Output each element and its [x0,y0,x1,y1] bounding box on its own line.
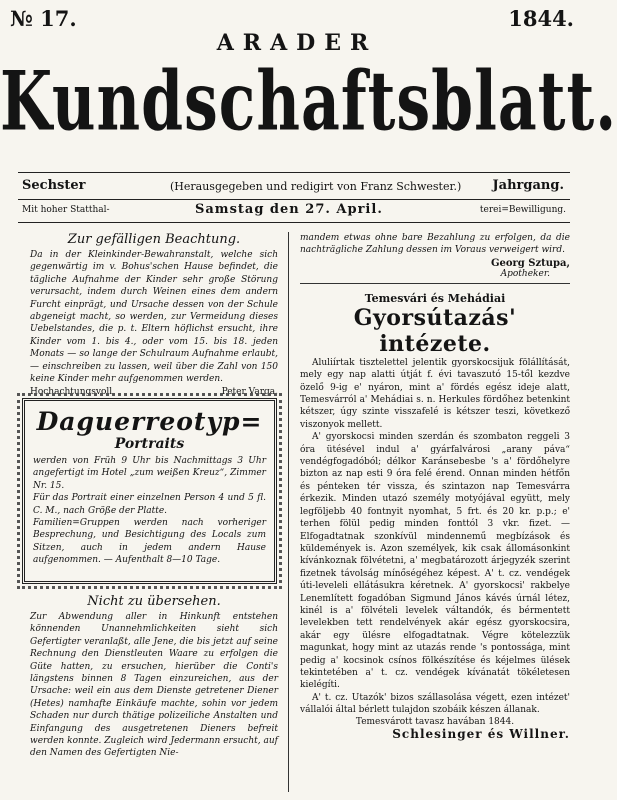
sztupa-title: Apotheker. [500,268,550,279]
notice-heading: Zur gefälligen Beachtung. [67,232,241,247]
ad-title: Daguerreotyp= [36,407,263,436]
notice-signature-row [30,387,278,397]
notice-body: Zur Abwendung aller in Hinkunft entstehen könnenden Unannehmlichkeiten sieht sich Gefertigter veranlaßt, alle Jene, die bis jetzt auf seine Rechnung den Dienstleuten Waare zu erfolgen die Güte hatten, zu ersuchen, hierüber die Conti's längstens binnen 8 Tagen einzureichen, aus der Ursache: weil ein aus dem Dienste getretener Diener (Hetes) namhafte Einkäufe machte, sohin vor jedem Schaden nur durch thätige polizeiliche Anstalten und Einfangung des ausgetretenen Dieners befreit werden konnte. Zugleich wird Jedermann ersucht, auf den Namen des Gefertigten Nie- [30,612,278,759]
firm-signature: Schlesinger és Willner. [392,726,570,741]
divider [300,283,570,284]
permit-left: Mit hoher Statthal- [22,205,110,215]
issue-year: 1844. [508,6,574,31]
notice-heading: Nicht zu übersehen. [87,594,221,609]
coach-subheading: Temesvári és Mehádiai [364,291,506,305]
ad-subtitle: Portraits [114,436,185,452]
header-rule-mid [18,199,570,200]
coach-paragraph-3: A' t. cz. Utazók' bizos szállasolása végett, ezen intézet' vállalói által bérlett tulajdon szobáik készen állanak. [300,692,570,716]
issue-date: Samstag den 27. April. [195,202,383,217]
daguerreotype-ad [22,398,277,584]
header-rule-top [18,172,570,173]
notice-body: Da in der Kleinkinder-Bewahranstalt, welche sich gegenwärtig im v. Bohus'schen Hause befindet, die tägliche Aufnahme der Kinder sehr große Störung verursacht, indem durch Weinen eines dem andern Furcht einprägt, und Ursache dessen von der Schule abgeneigt macht, so werden, zur Vermeidung dieses Uebelstandes, die p. t. Eltern höflichst ersucht, ihre Kinder vom 1. bis 4., oder vom 15. bis 18. jeden Monats — so lange der Schulraum Aufnahme erlaubt, — einschreiben zu lassen, weil über die Zahl von 150 keine Kinder mehr aufgenommen werden. [30,250,278,385]
right-column [300,232,570,792]
masthead-town: ARADER [216,30,378,56]
notice-servant [30,594,278,794]
coach-paragraph-1: Aluliírtak tisztelettel jelentik gyorskocsijuk fölállítását, mely egy nap alatti útját f. évi tavaszutó 15-től kezdve özelő 9-ig e' nyáron, mint a' fördés egész ideje alatt, Temesvárról a' Mehádiai s. n. Herkules fördőhez betenkint kétszer, úgy szinte visszafelé is kétszer teszi, következő viszonyok mellett. [300,357,570,430]
sztupa-name: Georg Sztupa, [490,257,570,269]
coach-heading: Gyorsútazás' intézete. [353,304,517,357]
volume-word: Sechster [22,178,86,193]
coach-paragraph-2: A' gyorskocsi minden szerdán és szombaton reggeli 3 óra ütésével indul a' gyárfalvárosi „arany páva“ vendégfogadóból; délkor Karánsebesbe 's a' fördőhelyre bizton az nap esti 9 óra felé érend. Onnan minden hétfőn és pénteken tér vissza, és szintazon nap Temesvárra érkezik. Minden utazó személy motyójával együtt, mely legföljebb 40 fontnyit nyomhat, 5 frt. és 20 kr. p.p.; e' terhen fölül pedig minden fonttól 3 vkr. fizet. — Elfogadtatnak szonkívül mindennemű megbízások és küldemények is. Azon személyek, kik csak állomásonkint kívánkoznak fölvétetni, a' megbatározott árjegyzék szerint fizetnek távolság mínőségéhez képest. A' t. cz. vendégek úti-leveleli ellátásukra kéretnek. A' gyorskocsi' rakbelye Lenemlített fogadóban Sigmund János kávés úrnál létez, kinél is a' fölvételi levelek váltandók, és bérmentett levelekben tett rendelvények akár egész gyorskocsira, akár egy ülésre elfogadtatnak. Végre kötelezzük magunkat, hogy mint az utazás rende 's pontossága, mint pedig a' kocsinok csínos fölkészítése és kéjelmes ülések tekintetében a' t. cz. vendégek kívánatát tökéletesen kielégíti. [300,432,570,691]
place-date: Temesvárott tavasz havában 1844. [355,716,515,727]
ad-body-2: Für das Portrait einer einzelnen Person 4 und 5 fl. C. M., nach Größe der Platte. [33,493,266,516]
notice-kindergarten [30,232,278,398]
closing: Hochachtungsvoll [30,387,113,398]
issue-number: № 17. [10,6,77,31]
year-word: Jahrgang. [492,178,564,193]
signature: Peter Varga. [221,387,278,398]
column-divider [288,232,289,792]
header-rule-bottom [18,222,570,223]
ad-body-3: Familien=Gruppen werden nach vorheriger Besprechung, und Besichtigung des Locals zum Sitzen, auch in jedem andern Hause aufgenommen. — Aufenthalt 8—10 Tage. [33,518,266,566]
continued-text: mandem etwas ohne bare Bezahlung zu erfolgen, da die nachträgliche Zahlung dessen im Voraus verweigert wird. [300,233,570,256]
editor-line: (Herausgegeben und redigirt von Franz Schwester.) [170,180,462,193]
ad-body-1: werden von Früh 9 Uhr bis Nachmittags 3 Uhr angefertigt im Hotel „zum weißen Kreuz“, Zimmer Nr. 15. [33,456,266,491]
permit-right: terei=Bewilligung. [479,205,566,215]
masthead-title: Kundschaftsblatt. [0,55,617,150]
